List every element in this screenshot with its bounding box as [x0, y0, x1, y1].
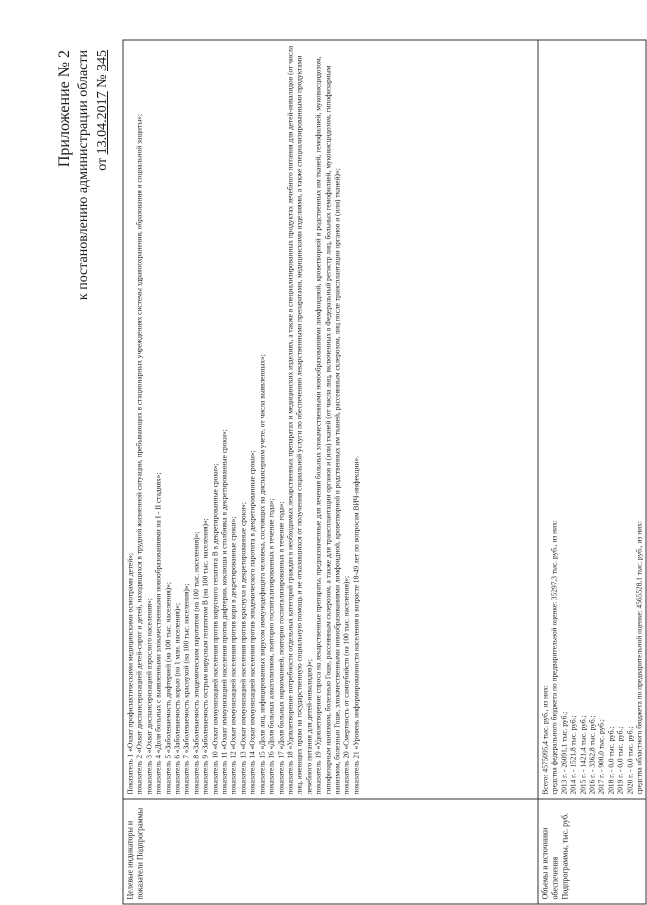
indicator-line: показатель 14 «Охват иммунизацией населения против эпидемического паротита в декретированные сроки»;: [247, 450, 257, 795]
resolution-date: 13.04.2017: [95, 91, 110, 155]
funding-line: 2015 г. - 1421,4 тыс. руб.;: [578, 715, 588, 795]
indicator-line: показатель 15 «Доля лиц, инфицированных вирусом иммунодефицита человека, состоящих на диспансерном учете, от числа выявленных»;: [257, 354, 267, 795]
funding-line: средства федерального бюджета по предварительной оценке: 35297,3 тыс. руб., из них:: [549, 520, 559, 795]
indicator-line: показатель 5 «Заболеваемость дифтерией (на 100 тыс. населения)»;: [163, 582, 173, 795]
indicator-line: показатель 2 «Охват диспансеризацией детей-сирот и детей, находящихся в трудной жизненной ситуации, пребывающих в стационарных учреждениях системы здравоохранения, образования и социальной защиты»;: [134, 114, 144, 795]
table-row: [538, 40, 646, 904]
subprogram-passport-table: [123, 40, 644, 905]
funding-line: 2016 г. - 3362,8 тыс. руб.;: [587, 715, 597, 795]
funding-label: Объемы и источники обеспечения Подпрограммы, тыс. руб.: [538, 799, 646, 904]
indicator-line: показатель 8 «Заболеваемость эпидемическим паротитом (на 100 тыс. населения)»;: [191, 531, 201, 795]
funding-list: [538, 40, 646, 799]
indicator-line: показатель 6 «Заболеваемость корью (на 1 млн. населения)»;: [172, 603, 182, 795]
funding-line: 2018 г. - 0,0 тыс. руб.;: [606, 726, 616, 795]
indicator-line: показатель 18 «Удовлетворение потребности отдельных категорий граждан в необходимых лекарственных препаратах и медицинских изделиях, а также в специализированных продуктах лечебного питания для детей-инвалидов (от числа лиц, имеющих право на государственную социальную помощь и не отказавшихся от получения социальной услуги по обеспечению лекарственными препаратами, медицинскими изделиями, а также специализированными продуктами лечебного питания для детей-инвалидов)»;: [285, 45, 314, 795]
indicator-line: показатель 20 «Смертность от самоубийств (на 100 тыс. населения)»;: [341, 575, 351, 795]
funding-line: 2014 г. - 1521,8 тыс. руб.;: [568, 715, 578, 795]
number-sign: №: [95, 74, 110, 88]
appendix-subtitle: к постановлению администрации области: [76, 50, 91, 301]
indicator-line: Показатель 1 «Охват профилактическими медицинскими осмотрами детей»;: [125, 553, 135, 795]
funding-line: 2020 г. - 0,0 тыс. руб.;: [625, 726, 635, 795]
resolution-number: 345: [95, 50, 110, 71]
indicator-line: показатель 12 «Охват иммунизацией населения против кори в декретированные сроки»;: [228, 516, 238, 795]
indicator-line: показатель 4 «Доля больных с выявленными злокачественными новообразованиями на I - II стадиях»;: [153, 472, 163, 795]
funding-line: средства областного бюджета по предварительной оценке: 4565528,1 тыс. руб., из них:: [634, 521, 644, 795]
indicator-line: показатель 3 «Охват диспансеризацией взрослого населения»;: [144, 598, 154, 795]
indicators-list: [123, 40, 538, 799]
indicator-line: показатель 11 «Охват иммунизацией населения против дифтерии, коклюша и столбняка в декретированные сроки»;: [219, 429, 229, 795]
resolution-date-line: [93, 50, 112, 430]
indicator-line: показатель 7 «Заболеваемость краснухой (на 100 тыс. населения)»;: [181, 583, 191, 795]
funding-line: 2013 г. - 26091,1 тыс. руб.;: [559, 711, 569, 795]
indicator-line: показатель 19 «Удовлетворение спроса на лекарственные препараты, предназначенные для лечения больных злокачественными новообразованиями лимфоидной, кроветворной и родственных им тканей, гемофилией, муковисцидозом, гипофизарным нанизмом, болезнью Гоше, рассеянным склерозом, а также для трансплантации органов и (или) тканей (от числа лиц, включенных в Федеральный регистр лиц, больных гемофилией, муковисцидозом, гипофизарным нанизмом, болезнью Гоше, злокачественными новообразованиями лимфоидной, кроветворной и родственных им тканей, рассеянным склерозом, лиц после трансплантации органов и (или) тканей)»;: [313, 56, 342, 795]
indicator-line: показатель 10 «Охват иммунизацией населения против вирусного гепатита В в декретированные сроки»;: [210, 463, 220, 795]
funding-line: 2019 г. - 0,0 тыс. руб.;: [615, 726, 625, 795]
indicator-line: показатель 9 «Заболеваемость острым вирусным гепатитом В (на 100 тыс. населения)»;: [200, 518, 210, 795]
indicators-label: Целевые индикаторы и показатели Подпрограммы: [123, 799, 538, 904]
indicator-line: показатель 17 «Доля больных наркоманией, повторно госпитализированных в течение года»;: [276, 501, 285, 795]
appendix-title: Приложение № 2: [56, 50, 73, 168]
indicator-line: показатель 16 «Доля больных алкоголизмом, повторно госпитализированных в течение года»;: [266, 498, 276, 795]
date-prefix: от: [95, 157, 110, 171]
table-row: [123, 40, 538, 904]
indicator-line: показатель 21 «Уровень информированности населения в возрасте 18-49 лет по вопросам ВИЧ-инфекции».: [351, 456, 361, 795]
indicator-line: показатель 13 «Охват иммунизацией населения против краснухи в декретированные сроки»;: [238, 502, 248, 795]
funding-line: Всего: 4575095,4 тыс. руб., из них:: [540, 685, 550, 795]
funding-line: 2017 г. - 900,0 тыс. руб.;: [596, 719, 606, 795]
